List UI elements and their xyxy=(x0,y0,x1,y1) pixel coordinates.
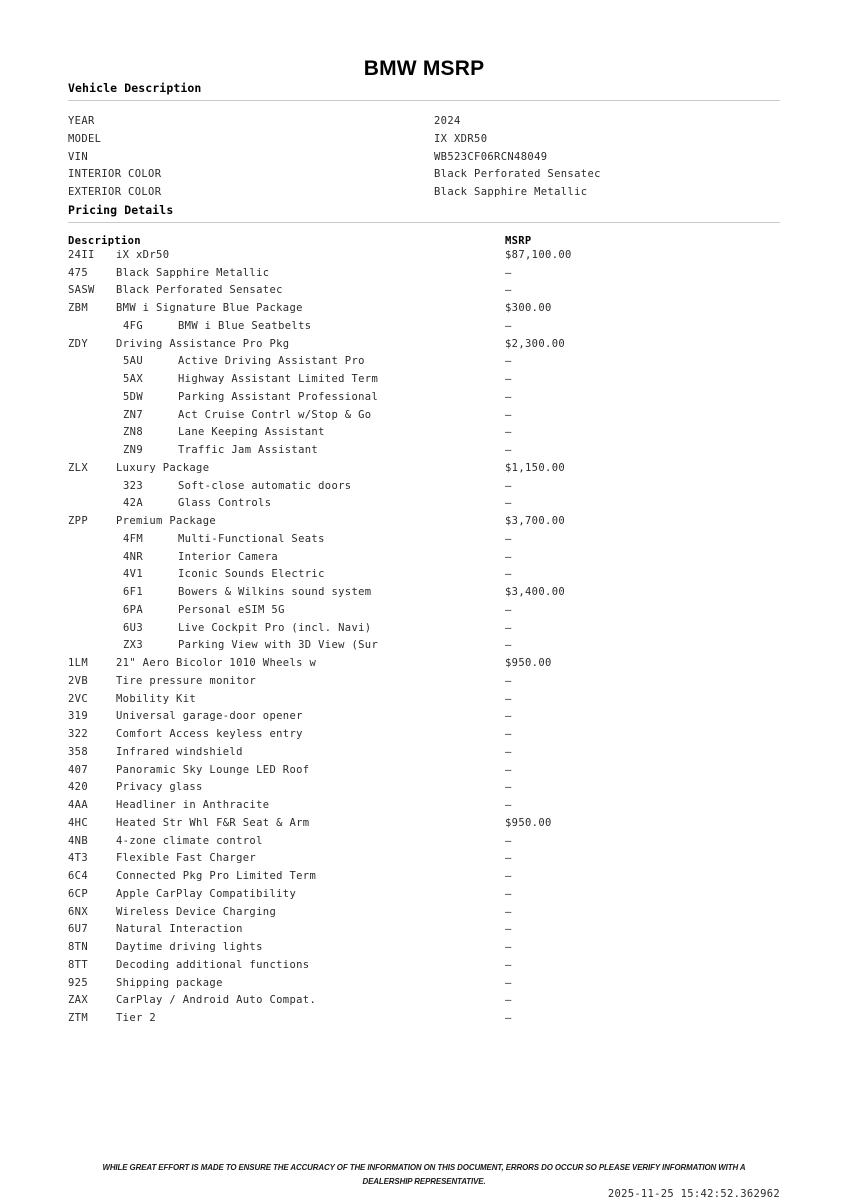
pricing-description-cell xyxy=(68,265,505,283)
pricing-description-cell xyxy=(68,353,505,371)
option-code: 4FG xyxy=(123,319,144,332)
option-msrp: – xyxy=(505,976,512,989)
option-msrp: – xyxy=(505,603,512,616)
pricing-line-item xyxy=(68,975,780,993)
vehicle-description-section xyxy=(68,81,780,202)
option-code: 322 xyxy=(68,728,89,741)
pricing-line-item xyxy=(68,442,780,460)
option-code: 1LM xyxy=(68,657,89,670)
option-code: 6U7 xyxy=(68,923,89,936)
option-description: iX xDr50 xyxy=(116,248,170,261)
option-code: 24II xyxy=(68,248,95,261)
vehicle-description-heading: Vehicle Description xyxy=(68,81,202,95)
pricing-description-cell xyxy=(68,460,505,478)
option-description: Flexible Fast Charger xyxy=(116,852,257,865)
pricing-description-cell xyxy=(68,708,505,726)
pricing-description-cell xyxy=(68,407,505,425)
pricing-line-item xyxy=(68,620,780,638)
vehicle-attribute-row xyxy=(68,149,780,167)
option-msrp: – xyxy=(505,958,512,971)
vehicle-description-list xyxy=(68,113,780,202)
page-footer xyxy=(68,1160,780,1200)
pricing-line-item xyxy=(68,407,780,425)
option-code: 2VC xyxy=(68,692,89,705)
option-description: Highway Assistant Limited Term xyxy=(178,373,379,386)
pricing-description-cell xyxy=(68,549,505,567)
pricing-description-cell xyxy=(68,247,505,265)
pricing-line-item xyxy=(68,779,780,797)
option-code: 407 xyxy=(68,763,89,776)
option-msrp: $300.00 xyxy=(505,302,552,315)
pricing-line-item xyxy=(68,762,780,780)
option-msrp: – xyxy=(505,905,512,918)
option-msrp: – xyxy=(505,710,512,723)
column-header-description: Description xyxy=(68,234,141,247)
option-msrp: $1,150.00 xyxy=(505,461,566,474)
option-msrp: – xyxy=(505,532,512,545)
option-msrp: – xyxy=(505,728,512,741)
pricing-line-item xyxy=(68,247,780,265)
option-code: 2VB xyxy=(68,674,89,687)
pricing-description-cell xyxy=(68,886,505,904)
pricing-line-item xyxy=(68,478,780,496)
pricing-description-cell xyxy=(68,318,505,336)
option-description: Interior Camera xyxy=(178,550,279,563)
option-msrp: – xyxy=(505,408,512,421)
option-msrp: – xyxy=(505,674,512,687)
vehicle-attribute-label: YEAR xyxy=(68,115,95,127)
pricing-description-cell xyxy=(68,939,505,957)
option-msrp: – xyxy=(505,426,512,439)
option-msrp: – xyxy=(505,355,512,368)
pricing-description-cell xyxy=(68,797,505,815)
pricing-details-section xyxy=(68,203,780,1028)
option-msrp: – xyxy=(505,639,512,652)
pricing-description-cell xyxy=(68,921,505,939)
option-code: 6U3 xyxy=(123,621,144,634)
option-description: Natural Interaction xyxy=(116,923,243,936)
option-description: Privacy glass xyxy=(116,781,203,794)
pricing-description-cell xyxy=(68,744,505,762)
vehicle-attribute-value: 2024 xyxy=(434,115,461,127)
option-description: BMW i Signature Blue Package xyxy=(116,302,303,315)
pricing-line-item xyxy=(68,868,780,886)
pricing-description-cell xyxy=(68,442,505,460)
option-code: 323 xyxy=(123,479,144,492)
option-msrp: $950.00 xyxy=(505,816,552,829)
option-code: 6C4 xyxy=(68,870,89,883)
pricing-description-cell xyxy=(68,762,505,780)
option-description: Soft-close automatic doors xyxy=(178,479,352,492)
option-description: Connected Pkg Pro Limited Term xyxy=(116,870,317,883)
option-msrp: – xyxy=(505,852,512,865)
pricing-description-cell xyxy=(68,478,505,496)
pricing-line-item xyxy=(68,531,780,549)
column-header-msrp: MSRP xyxy=(505,234,532,247)
option-msrp: $3,400.00 xyxy=(505,586,566,599)
option-code: ZN8 xyxy=(123,426,144,439)
option-description: Black Perforated Sensatec xyxy=(116,284,283,297)
pricing-line-item xyxy=(68,513,780,531)
pricing-table-body xyxy=(68,247,780,1028)
option-msrp: – xyxy=(505,390,512,403)
option-description: Bowers & Wilkins sound system xyxy=(178,586,372,599)
pricing-description-cell xyxy=(68,655,505,673)
option-msrp: $87,100.00 xyxy=(505,248,572,261)
option-description: Premium Package xyxy=(116,515,217,528)
option-msrp: – xyxy=(505,373,512,386)
pricing-line-item xyxy=(68,655,780,673)
option-description: CarPlay / Android Auto Compat. xyxy=(116,994,317,1007)
option-code: 8TT xyxy=(68,958,89,971)
pricing-line-item xyxy=(68,389,780,407)
vehicle-attribute-label: INTERIOR COLOR xyxy=(68,168,162,181)
option-description: Daytime driving lights xyxy=(116,941,263,954)
pricing-line-item xyxy=(68,318,780,336)
vehicle-attribute-row xyxy=(68,184,780,202)
pricing-description-cell xyxy=(68,868,505,886)
pricing-description-cell xyxy=(68,975,505,993)
option-description: Tier 2 xyxy=(116,1012,157,1025)
option-description: Luxury Package xyxy=(116,461,210,474)
option-description: Heated Str Whl F&R Seat & Arm xyxy=(116,816,310,829)
pricing-line-item xyxy=(68,886,780,904)
pricing-line-item xyxy=(68,336,780,354)
pricing-line-item xyxy=(68,424,780,442)
pricing-line-item xyxy=(68,691,780,709)
option-description: Universal garage-door opener xyxy=(116,710,303,723)
pricing-description-cell xyxy=(68,691,505,709)
pricing-line-item xyxy=(68,495,780,513)
option-msrp: $950.00 xyxy=(505,657,552,670)
pricing-table-header xyxy=(68,235,780,247)
pricing-line-item xyxy=(68,833,780,851)
option-msrp: – xyxy=(505,692,512,705)
pricing-line-item xyxy=(68,992,780,1010)
option-code: ZDY xyxy=(68,337,89,350)
pricing-line-item xyxy=(68,797,780,815)
pricing-line-item xyxy=(68,1010,780,1028)
option-msrp: – xyxy=(505,763,512,776)
pricing-line-item xyxy=(68,744,780,762)
option-code: 475 xyxy=(68,266,89,279)
option-code: ZN7 xyxy=(123,408,144,421)
vehicle-attribute-value: Black Sapphire Metallic xyxy=(434,186,588,199)
option-description: Active Driving Assistant Pro xyxy=(178,355,365,368)
option-msrp: – xyxy=(505,781,512,794)
pricing-line-item xyxy=(68,850,780,868)
option-code: 6CP xyxy=(68,887,89,900)
option-description: Multi-Functional Seats xyxy=(178,532,325,545)
vehicle-attribute-value: IX XDR50 xyxy=(434,132,488,145)
pricing-description-cell xyxy=(68,495,505,513)
pricing-description-cell xyxy=(68,566,505,584)
option-code: ZLX xyxy=(68,461,89,474)
pricing-description-cell xyxy=(68,815,505,833)
option-description: Driving Assistance Pro Pkg xyxy=(116,337,290,350)
pricing-description-cell xyxy=(68,620,505,638)
pricing-line-item xyxy=(68,300,780,318)
option-description: Glass Controls xyxy=(178,497,272,510)
option-msrp: – xyxy=(505,284,512,297)
pricing-line-item xyxy=(68,726,780,744)
pricing-description-cell xyxy=(68,833,505,851)
option-code: 4NR xyxy=(123,550,144,563)
option-description: Shipping package xyxy=(116,976,223,989)
pricing-description-cell xyxy=(68,673,505,691)
option-msrp: – xyxy=(505,994,512,1007)
option-msrp: – xyxy=(505,923,512,936)
pricing-line-item xyxy=(68,637,780,655)
vehicle-attribute-row xyxy=(68,113,780,131)
option-msrp: – xyxy=(505,568,512,581)
option-description: Iconic Sounds Electric xyxy=(178,568,325,581)
pricing-description-cell xyxy=(68,957,505,975)
pricing-line-item xyxy=(68,265,780,283)
option-description: Lane Keeping Assistant xyxy=(178,426,325,439)
option-description: Parking View with 3D View (Sur xyxy=(178,639,379,652)
option-code: 4NB xyxy=(68,834,89,847)
option-code: 4HC xyxy=(68,816,89,829)
option-description: Decoding additional functions xyxy=(116,958,310,971)
option-code: ZPP xyxy=(68,515,89,528)
option-description: Panoramic Sky Lounge LED Roof xyxy=(116,763,310,776)
option-msrp: – xyxy=(505,834,512,847)
option-code: ZTM xyxy=(68,1012,89,1025)
option-code: 4T3 xyxy=(68,852,89,865)
pricing-description-cell xyxy=(68,531,505,549)
option-msrp: – xyxy=(505,1012,512,1025)
option-code: 6NX xyxy=(68,905,89,918)
pricing-description-cell xyxy=(68,779,505,797)
pricing-line-item xyxy=(68,460,780,478)
pricing-line-item xyxy=(68,602,780,620)
pricing-description-cell xyxy=(68,336,505,354)
option-description: Headliner in Anthracite xyxy=(116,799,270,812)
vehicle-attribute-value: Black Perforated Sensatec xyxy=(434,168,601,181)
pricing-description-cell xyxy=(68,300,505,318)
option-msrp: – xyxy=(505,550,512,563)
option-msrp: – xyxy=(505,444,512,457)
vehicle-attribute-label: VIN xyxy=(68,150,89,163)
option-description: Personal eSIM 5G xyxy=(178,603,285,616)
pricing-line-item xyxy=(68,584,780,602)
option-description: Live Cockpit Pro (incl. Navi) xyxy=(178,621,372,634)
pricing-line-item xyxy=(68,566,780,584)
section-divider xyxy=(68,100,780,101)
pricing-line-item xyxy=(68,939,780,957)
vehicle-attribute-label: EXTERIOR COLOR xyxy=(68,186,162,199)
option-code: 8TN xyxy=(68,941,89,954)
option-code: 4V1 xyxy=(123,568,144,581)
pricing-line-item xyxy=(68,673,780,691)
pricing-description-cell xyxy=(68,637,505,655)
pricing-line-item xyxy=(68,904,780,922)
option-description: Wireless Device Charging xyxy=(116,905,277,918)
option-code: 319 xyxy=(68,710,89,723)
option-code: 358 xyxy=(68,745,89,758)
pricing-description-cell xyxy=(68,584,505,602)
option-msrp: $3,700.00 xyxy=(505,515,566,528)
vehicle-attribute-label: MODEL xyxy=(68,132,102,145)
pricing-line-item xyxy=(68,921,780,939)
option-msrp: – xyxy=(505,319,512,332)
option-description: Act Cruise Contrl w/Stop & Go xyxy=(178,408,372,421)
option-description: 21" Aero Bicolor 1010 Wheels w xyxy=(116,657,317,670)
option-description: Mobility Kit xyxy=(116,692,197,705)
pricing-description-cell xyxy=(68,992,505,1010)
option-msrp: – xyxy=(505,497,512,510)
option-code: 420 xyxy=(68,781,89,794)
option-code: ZBM xyxy=(68,302,89,315)
option-code: 4FM xyxy=(123,532,144,545)
option-description: Tire pressure monitor xyxy=(116,674,257,687)
vehicle-attribute-row xyxy=(68,166,780,184)
option-description: Apple CarPlay Compatibility xyxy=(116,887,297,900)
option-msrp: – xyxy=(505,479,512,492)
option-msrp: – xyxy=(505,266,512,279)
option-msrp: – xyxy=(505,870,512,883)
vehicle-attribute-row xyxy=(68,131,780,149)
page-title: BMW MSRP xyxy=(363,57,485,80)
pricing-description-cell xyxy=(68,513,505,531)
option-code: 6F1 xyxy=(123,586,144,599)
vehicle-attribute-value: WB523CF06RCN48049 xyxy=(434,150,548,163)
option-description: Black Sapphire Metallic xyxy=(116,266,270,279)
option-description: Parking Assistant Professional xyxy=(178,390,379,403)
option-msrp: – xyxy=(505,941,512,954)
option-code: 4AA xyxy=(68,799,89,812)
pricing-description-cell xyxy=(68,726,505,744)
option-code: ZN9 xyxy=(123,444,144,457)
section-divider xyxy=(68,222,780,223)
option-code: 925 xyxy=(68,976,89,989)
option-msrp: – xyxy=(505,745,512,758)
option-code: 5AX xyxy=(123,373,144,386)
pricing-line-item xyxy=(68,708,780,726)
option-description: BMW i Blue Seatbelts xyxy=(178,319,312,332)
pricing-description-cell xyxy=(68,904,505,922)
pricing-description-cell xyxy=(68,389,505,407)
pricing-description-cell xyxy=(68,371,505,389)
pricing-line-item xyxy=(68,549,780,567)
pricing-line-item xyxy=(68,353,780,371)
option-description: Infrared windshield xyxy=(116,745,243,758)
pricing-description-cell xyxy=(68,424,505,442)
option-code: 42A xyxy=(123,497,144,510)
pricing-line-item xyxy=(68,282,780,300)
option-code: 6PA xyxy=(123,603,144,616)
option-msrp: – xyxy=(505,621,512,634)
pricing-line-item xyxy=(68,815,780,833)
option-code: SASW xyxy=(68,284,95,297)
option-description: Comfort Access keyless entry xyxy=(116,728,303,741)
option-msrp: $2,300.00 xyxy=(505,337,566,350)
pricing-line-item xyxy=(68,957,780,975)
generated-timestamp: 2025-11-25 15:42:52.362962 xyxy=(607,1188,780,1200)
option-code: 5DW xyxy=(123,390,144,403)
option-description: 4-zone climate control xyxy=(116,834,263,847)
option-code: 5AU xyxy=(123,355,144,368)
option-msrp: – xyxy=(505,887,512,900)
option-description: Traffic Jam Assistant xyxy=(178,444,319,457)
option-code: ZAX xyxy=(68,994,89,1007)
pricing-line-item xyxy=(68,371,780,389)
option-msrp: – xyxy=(505,799,512,812)
disclaimer-text: WHILE GREAT EFFORT IS MADE TO ENSURE THE ACCURACY OF THE INFORMATION ON THIS DOCUMENT, ERRORS DO OCCUR SO PLEASE VERIFY INFORMATION WITH A DEALERSHIP REPRESENTATIVE. xyxy=(102,1162,746,1186)
pricing-description-cell xyxy=(68,602,505,620)
pricing-details-heading: Pricing Details xyxy=(68,202,174,217)
pricing-description-cell xyxy=(68,282,505,300)
option-code: ZX3 xyxy=(123,639,144,652)
pricing-description-cell xyxy=(68,850,505,868)
pricing-description-cell xyxy=(68,1010,505,1028)
